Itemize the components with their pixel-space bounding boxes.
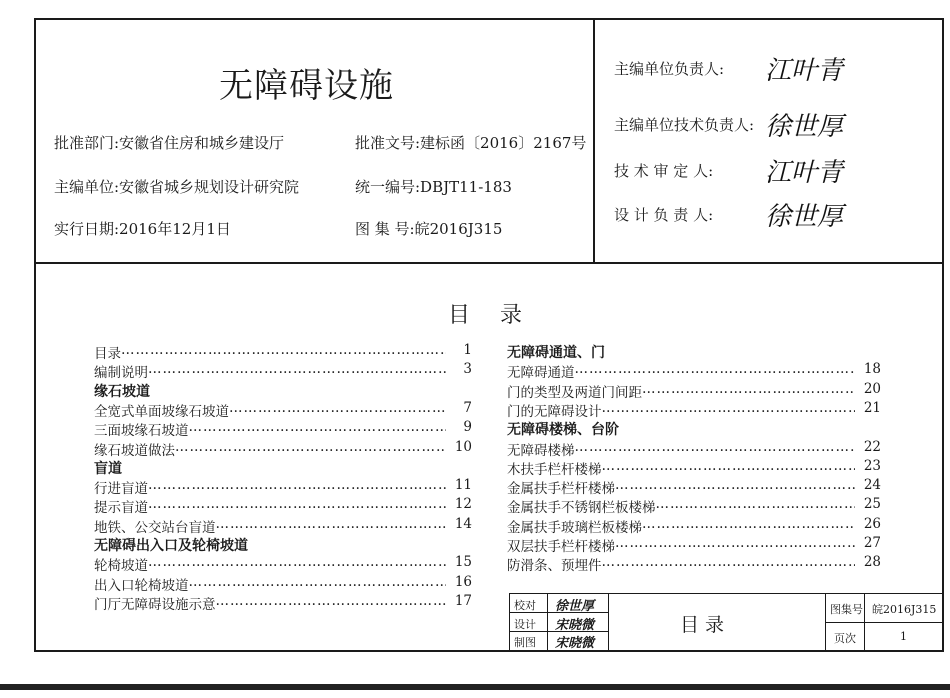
toc-entry[interactable] — [507, 516, 881, 536]
toc-entry[interactable] — [94, 496, 472, 516]
responsible-signature: 江叶青 — [765, 56, 844, 86]
page-value: 1 — [900, 630, 907, 643]
unified-number: 统一编号:DBJT11-183 — [355, 178, 512, 196]
toc-leader-dots — [602, 458, 856, 478]
editor-unit: 主编单位:安徽省城乡规划设计研究院 — [54, 178, 300, 196]
toc-title — [448, 298, 552, 329]
toc-leader-dots — [216, 516, 447, 536]
atlas-label: 图集号 — [830, 603, 863, 616]
responsible-label: 技 术 审 定 人: — [614, 162, 714, 180]
toc-entry[interactable] — [507, 458, 881, 478]
toc-entry-name: 门的类型及两道门间距 — [507, 384, 642, 401]
toc-entry[interactable] — [94, 439, 472, 459]
atlas-number: 图 集 号:皖2016J315 — [355, 220, 503, 238]
toc-entry-page: 1 — [463, 342, 472, 358]
toc-leader-dots — [121, 342, 446, 362]
toc-leader-dots — [602, 554, 856, 574]
toc-entry-name: 金属扶手玻璃栏板楼梯 — [507, 519, 642, 536]
toc-entry-name: 全宽式单面坡缘石坡道 — [94, 403, 229, 420]
toc-leader-dots — [642, 381, 855, 401]
responsible-signature: 徐世厚 — [765, 202, 844, 232]
responsible-label: 设 计 负 责 人: — [614, 206, 714, 224]
toc-entry-page: 18 — [863, 361, 881, 378]
toc-leader-dots — [216, 593, 447, 613]
toc-section-heading: 无障碍出入口及轮椅坡道 — [94, 538, 248, 554]
toc-entry[interactable] — [507, 496, 881, 516]
tb-divider-1 — [547, 593, 548, 652]
toc-entry[interactable] — [94, 593, 472, 613]
header-divider — [34, 262, 944, 264]
toc-leader-dots — [615, 477, 855, 497]
toc-leader-dots — [175, 439, 446, 459]
toc-entry-name: 提示盲道 — [94, 500, 148, 517]
responsible-signature: 江叶青 — [765, 158, 844, 188]
toc-entry[interactable] — [94, 419, 472, 439]
title-block-role: 制图 — [514, 636, 536, 649]
toc-entry[interactable] — [507, 477, 881, 497]
toc-entry-page: 27 — [863, 535, 881, 551]
title-block-signature: 徐世厚 — [555, 599, 595, 614]
toc-entry-page: 17 — [454, 592, 472, 609]
toc-entry[interactable] — [507, 381, 881, 401]
toc-entry[interactable] — [507, 439, 881, 459]
toc-leader-dots — [189, 419, 447, 439]
toc-entry-page: 28 — [863, 554, 881, 571]
toc-entry[interactable] — [94, 477, 472, 497]
toc-entry-page: 10 — [454, 438, 472, 455]
toc-leader-dots — [656, 496, 856, 516]
toc-leader-dots — [575, 361, 856, 381]
toc-entry[interactable] — [507, 554, 881, 574]
toc-leader-dots — [602, 400, 856, 420]
title-block-signature: 宋晓微 — [555, 618, 595, 633]
toc-entry-name: 出入口轮椅坡道 — [94, 577, 189, 594]
toc-entry-name: 金属扶手栏杆楼梯 — [507, 481, 615, 498]
toc-entry[interactable] — [507, 400, 881, 420]
toc-entry-name: 无障碍通道 — [507, 365, 575, 382]
toc-entry-page: 22 — [863, 438, 881, 455]
toc-leader-dots — [229, 400, 446, 420]
document-title: 无障碍设施 — [219, 66, 394, 106]
toc-entry-page: 21 — [863, 399, 881, 416]
toc-entry[interactable] — [507, 361, 881, 381]
toc-entry-page: 9 — [463, 419, 472, 436]
tb-divider-2 — [608, 593, 609, 652]
approval-document-number: 批准文号:建标函〔2016〕2167号 — [355, 134, 587, 152]
title-block-role: 校对 — [514, 599, 536, 612]
tb-row-line-3 — [825, 622, 944, 623]
toc-entry-name: 地铁、公交站台盲道 — [94, 519, 216, 536]
responsible-label: 主编单位负责人: — [614, 60, 725, 78]
page-label: 页次 — [834, 632, 856, 645]
toc-entry-page: 24 — [863, 477, 881, 494]
toc-entry[interactable] — [94, 342, 472, 362]
toc-section-heading: 无障碍楼梯、台阶 — [507, 422, 619, 439]
toc-leader-dots — [575, 439, 856, 459]
toc-entry-name: 行进盲道 — [94, 481, 148, 498]
drawing-name: 目 录 — [680, 614, 725, 636]
toc-entry[interactable] — [94, 361, 472, 381]
toc-leader-dots — [148, 361, 446, 381]
title-block-role: 设计 — [514, 618, 536, 631]
toc-entry-name: 无障碍楼梯 — [507, 442, 575, 459]
toc-section-heading: 缘石坡道 — [94, 383, 150, 400]
title-block-signature: 宋晓微 — [555, 636, 595, 651]
responsible-label: 主编单位技术负责人: — [614, 116, 755, 134]
toc-entry-name: 目录 — [94, 346, 121, 362]
atlas-value: 皖2016J315 — [872, 603, 937, 616]
toc-leader-dots — [189, 574, 447, 594]
toc-entry-page: 7 — [463, 399, 472, 416]
toc-section-heading: 盲道 — [94, 460, 122, 477]
toc-entry-name: 缘石坡道做法 — [94, 442, 175, 459]
toc-entry-name: 编制说明 — [94, 365, 148, 382]
toc-entry-name: 轮椅坡道 — [94, 558, 148, 575]
toc-entry-page: 16 — [454, 573, 472, 590]
toc-entry-name: 门的无障碍设计 — [507, 403, 602, 420]
toc-section-heading: 无障碍通道、门 — [507, 345, 605, 361]
toc-entry-page: 11 — [454, 477, 472, 494]
toc-entry-page: 20 — [863, 380, 881, 397]
toc-entry-page: 14 — [454, 515, 472, 532]
responsible-signature: 徐世厚 — [765, 112, 844, 142]
toc-entry-name: 三面坡缘石坡道 — [94, 423, 189, 440]
toc-entry-page: 12 — [454, 496, 472, 513]
approval-department: 批准部门:安徽省住房和城乡建设厅 — [54, 134, 285, 152]
toc-entry-page: 23 — [863, 457, 881, 474]
toc-leader-dots — [642, 516, 855, 536]
toc-entry-name: 金属扶手不锈钢栏板楼梯 — [507, 500, 656, 517]
toc-entry-name: 门厅无障碍设施示意 — [94, 596, 216, 613]
toc-entry-page: 26 — [863, 515, 881, 532]
header-vertical-divider — [593, 18, 595, 263]
toc-entry[interactable] — [507, 535, 881, 555]
toc-entry-page: 3 — [463, 361, 472, 378]
toc-entry[interactable] — [94, 554, 472, 574]
toc-leader-dots — [615, 535, 855, 555]
toc-leader-dots — [148, 477, 446, 497]
toc-entry[interactable] — [94, 574, 472, 594]
toc-leader-dots — [148, 496, 446, 516]
toc-entry-page: 15 — [454, 554, 472, 571]
toc-entry[interactable] — [94, 516, 472, 536]
toc-title-char-1: 目 — [448, 303, 471, 328]
bottom-edge-bar — [0, 684, 950, 690]
toc-entry-page: 25 — [863, 496, 881, 513]
toc-entry-name: 双层扶手栏杆楼梯 — [507, 539, 615, 555]
effective-date: 实行日期:2016年12月1日 — [54, 220, 231, 238]
toc-entry[interactable] — [94, 400, 472, 420]
toc-entry-name: 防滑条、预埋件 — [507, 558, 602, 575]
toc-leader-dots — [148, 554, 446, 574]
toc-title-char-2: 录 — [500, 303, 523, 328]
toc-entry-name: 木扶手栏杆楼梯 — [507, 461, 602, 478]
